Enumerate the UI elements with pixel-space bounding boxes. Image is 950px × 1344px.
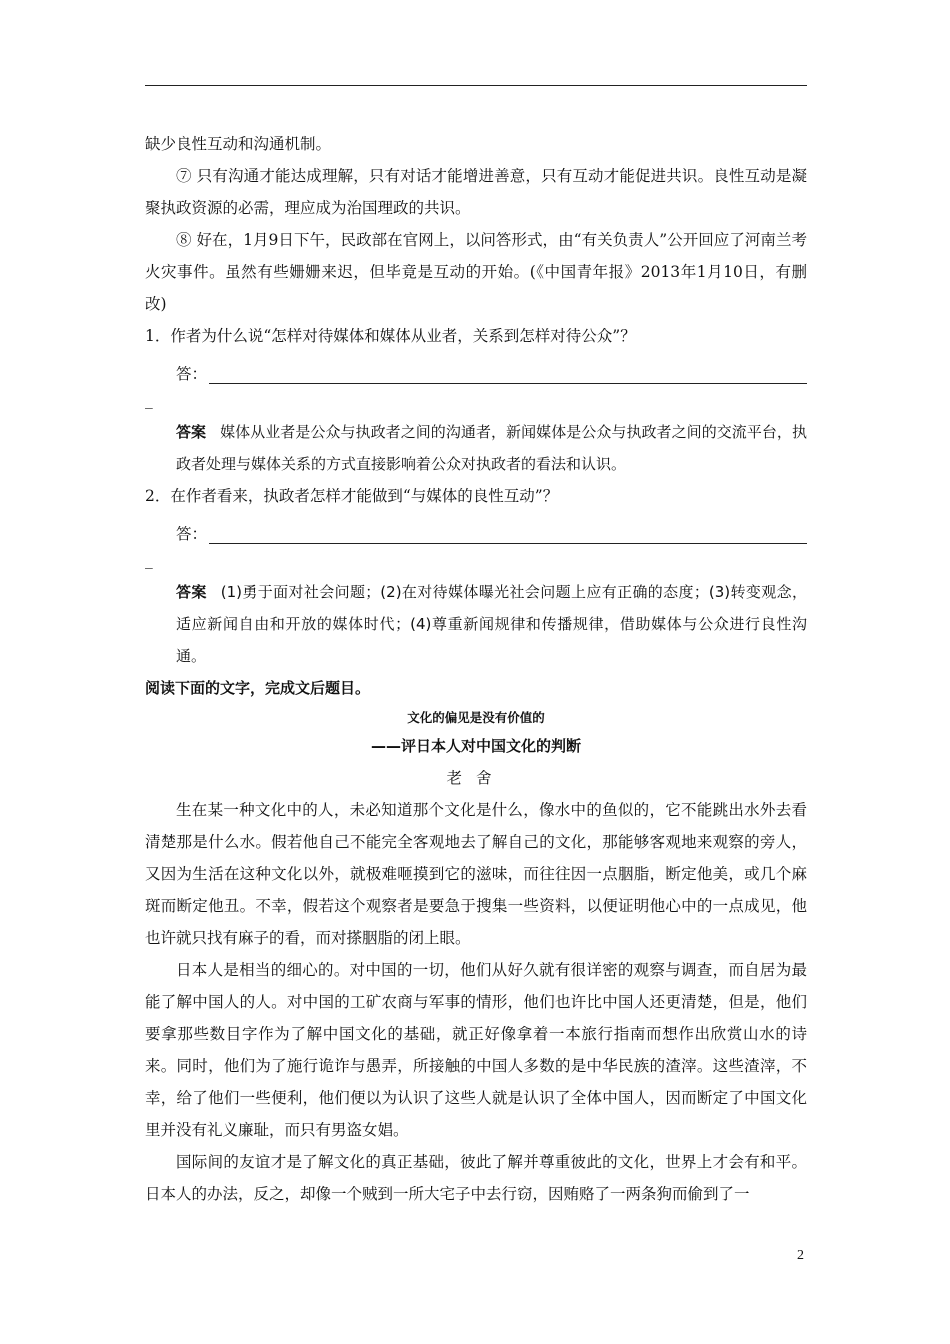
answer-dash: _ [145, 391, 153, 409]
answer-tag: 答案 [176, 423, 207, 441]
answer-label: 答： [176, 525, 208, 543]
continuation-text: 缺少良性互动和沟通机制。 [145, 135, 332, 153]
answer-2 [145, 576, 807, 672]
article-paragraph: 生在某一种文化中的人，未必知道那个文化是什么，像水中的鱼似的，它不能跳出水外去看清楚那是什么水。假若他自己不能完全客观地去了解自己的文化，那能够客观地来观察的旁人，又因为生活在这种文化以外，就极难咂摸到它的滋味，而往往因一点胭脂，断定他美，或几个麻斑而断定他丑。不幸，假若这个观察者是要急于搜集一些资料，以便证明他心中的一点成见，他也许就只找有麻子的看，而对搽胭脂的闭上眼。 [145, 801, 807, 947]
answer-text: 媒体从业者是公众与执政者之间的沟通者，新闻媒体是公众与执政者之间的交流平台，执政者处理与媒体关系的方式直接影响着公众对执政者的看法和认识。 [176, 423, 807, 473]
answer-1 [145, 416, 807, 480]
answer-blank[interactable] [209, 525, 807, 544]
article-subtitle: ——评日本人对中国文化的判断 [370, 737, 581, 755]
article-title: 文化的偏见是没有价值的 [407, 710, 545, 725]
page-number: 2 [797, 1248, 804, 1263]
document-body [145, 128, 807, 1210]
reading-instruction: 阅读下面的文字，完成文后题目。 [145, 679, 371, 697]
answer-text: (1)勇于面对社会问题；(2)在对待媒体曝光社会问题上应有正确的态度；(3)转变观念，适应新闻自由和开放的媒体时代；(4)尊重新闻规律和传播规律，借助媒体与公众进行良性沟通。 [176, 583, 807, 665]
article-author: 老舍 [446, 769, 506, 787]
question-2: 2．在作者看来，执政者怎样才能做到“与媒体的良性互动”？ [145, 487, 559, 505]
question-1: 1．作者为什么说“怎样对待媒体和媒体从业者，关系到怎样对待公众”？ [145, 327, 636, 345]
answer-tag: 答案 [176, 583, 207, 601]
answer-label: 答： [176, 365, 208, 383]
answer-line-1[interactable] [145, 352, 807, 384]
header-rule [145, 85, 807, 86]
paragraph-8: ⑧ 好在，1月9日下午，民政部在官网上，以问答形式，由“有关负责人”公开回应了河南兰考火灾事件。虽然有些姗姗来迟，但毕竟是互动的开始。(《中国青年报》2013年1月10日，有删改) [145, 231, 807, 313]
answer-dash: _ [145, 551, 153, 569]
answer-line-2[interactable] [145, 512, 807, 544]
paragraph-7: ⑦ 只有沟通才能达成理解，只有对话才能增进善意，只有互动才能促进共识。良性互动是凝聚执政资源的必需，理应成为治国理政的共识。 [145, 167, 807, 217]
article-paragraph: 日本人是相当的细心的。对中国的一切，他们从好久就有很详密的观察与调查，而自居为最能了解中国人的人。对中国的工矿农商与军事的情形，他们也许比中国人还更清楚，但是，他们要拿那些数目字作为了解中国文化的基础，就正好像拿着一本旅行指南而想作出欣赏山水的诗来。同时，他们为了施行诡诈与愚弄，所接触的中国人多数的是中华民族的渣滓。这些渣滓，不幸，给了他们一些便利，他们便以为认识了这些人就是认识了全体中国人，因而断定了中国文化里并没有礼义廉耻，而只有男盗女娼。 [145, 961, 807, 1139]
answer-blank[interactable] [209, 365, 807, 384]
article-paragraph: 国际间的友谊才是了解文化的真正基础，彼此了解并尊重彼此的文化，世界上才会有和平。日本人的办法，反之，却像一个贼到一所大宅子中去行窃，因贿赂了一两条狗而偷到了一 [145, 1153, 807, 1203]
